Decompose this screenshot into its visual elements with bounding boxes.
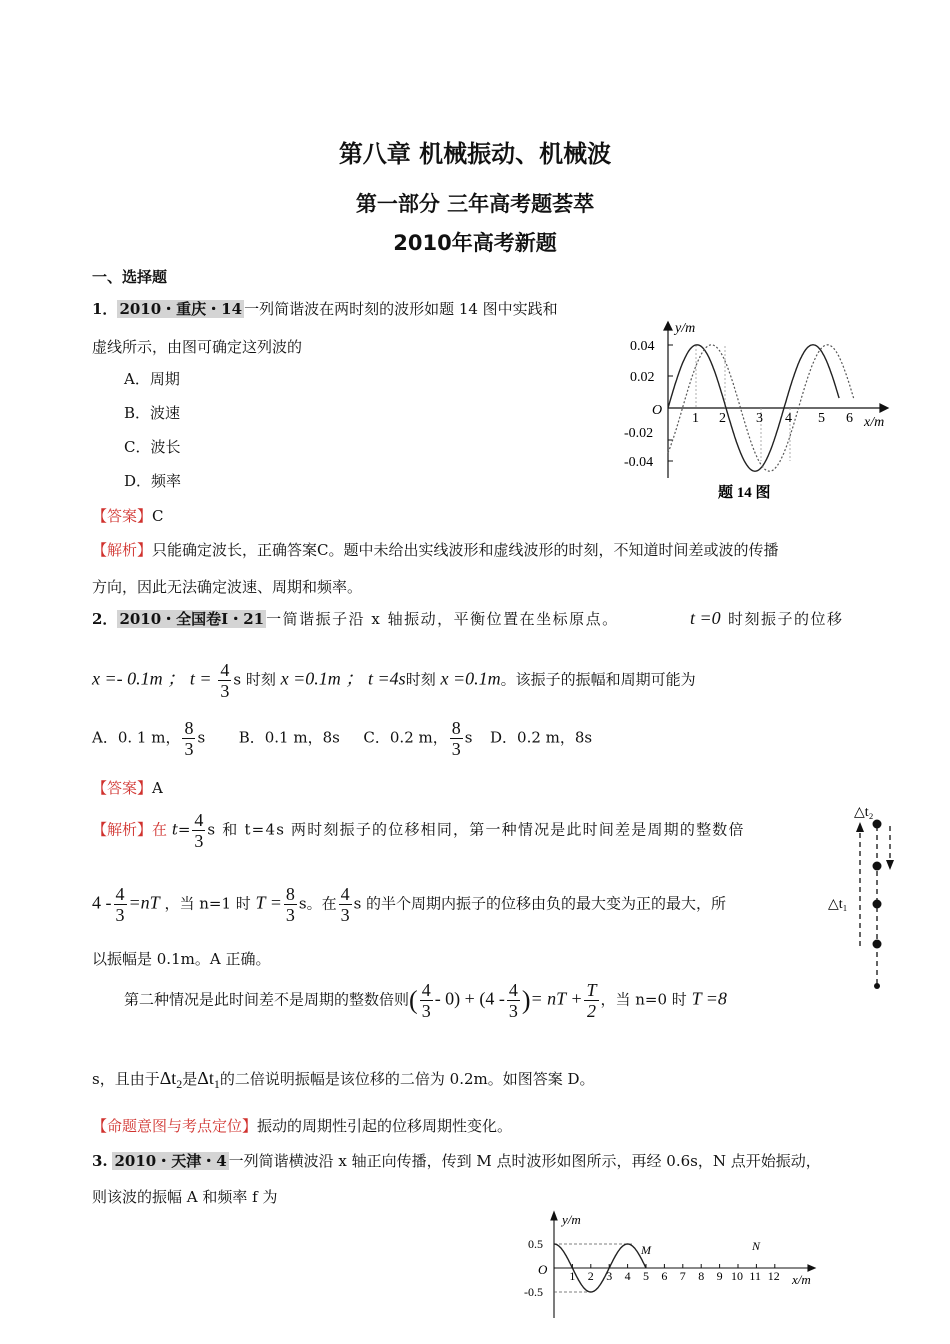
q2-eq1-frac3-den: 3 bbox=[340, 905, 350, 925]
q1-figure-caption: 题 14 图 bbox=[718, 485, 771, 501]
year-title: 2010年高考新题 bbox=[393, 231, 557, 255]
q1-xtick-3: 3 bbox=[756, 411, 763, 426]
q2-eq1-s: s。在 bbox=[298, 894, 337, 913]
q2-final-line bbox=[92, 1068, 595, 1092]
q1-y-label: y/m bbox=[675, 321, 696, 336]
q2-eq2-tail: ，当 n=0 时 bbox=[600, 990, 687, 1009]
q1-analysis-line1 bbox=[92, 539, 779, 560]
q1-stem-b: 虚线所示，由图可确定这列波的 bbox=[92, 338, 303, 356]
q2-option-c-unit: s bbox=[464, 728, 473, 747]
q2-option-b: B．0.1 m，8s bbox=[238, 728, 340, 747]
q2-analysis-t: t= bbox=[171, 820, 191, 839]
q3-xtick: 12 bbox=[767, 1269, 780, 1283]
q2-eq1-den: 3 bbox=[115, 905, 125, 925]
q2-option-c-frac bbox=[450, 718, 463, 759]
q2-diagram-dt1-label: △t₁ bbox=[828, 897, 848, 912]
q2-eq2-frac1-den: 3 bbox=[421, 1001, 431, 1021]
q1-y-arrow bbox=[664, 322, 672, 330]
q2-intent-label: 【命题意图与考点定位】 bbox=[92, 1117, 258, 1135]
q1-xtick-1: 1 bbox=[692, 411, 699, 426]
q2-final-c: 的二倍说明振幅是该位移的二倍为 0.2m。如图答案 D。 bbox=[219, 1070, 595, 1088]
q1-option-d: D．频率 bbox=[124, 472, 182, 490]
q3-xtick: 9 bbox=[716, 1269, 723, 1283]
q2-eq1-T: T = bbox=[255, 892, 282, 913]
q1-analysis-a: 只能确定波长，正确答案C。题中未给出实线波形和虚线波形的时刻，不知道时间差或波的传播 bbox=[152, 541, 779, 559]
q2-answer-value: A bbox=[152, 779, 163, 797]
q2-x2: x =0.1m ； bbox=[280, 668, 364, 689]
q2-eq2-frac3-num: T bbox=[586, 980, 597, 1000]
q3-stem-b: 则该波的振幅 A 和频率 f 为 bbox=[92, 1188, 278, 1206]
q2-analysis-num: 4 bbox=[194, 810, 204, 830]
q1-option-a: A．周期 bbox=[124, 370, 180, 388]
q2-eq2-frac2 bbox=[507, 980, 520, 1021]
q3-xtick: 2 bbox=[587, 1269, 594, 1283]
q2-source-tag: 2010・全国卷Ⅰ・21 bbox=[119, 610, 265, 628]
q2-diagram-dot bbox=[873, 862, 882, 871]
q3-xtick: 7 bbox=[679, 1269, 686, 1283]
q1-xtick-6: 6 bbox=[846, 411, 853, 426]
q1-x-arrow bbox=[880, 404, 888, 412]
q2-eq1-left: 4 - bbox=[92, 892, 112, 913]
q2-x1: x =- 0.1m ； bbox=[92, 668, 186, 689]
q2-frac-num: 4 bbox=[220, 660, 230, 680]
q3-y-label: y/m bbox=[562, 1212, 581, 1227]
q3-xtick: 5 bbox=[643, 1269, 649, 1283]
q1-option-c: C．波长 bbox=[124, 438, 181, 456]
q2-frac-den: 3 bbox=[220, 681, 230, 701]
q2-eq1-frac2 bbox=[284, 884, 297, 925]
q1-option-b: B．波速 bbox=[124, 404, 181, 422]
q3-xtick: 8 bbox=[698, 1269, 705, 1283]
q3-wave-figure bbox=[520, 1208, 830, 1328]
q2-option-a: A．0. 1 m， bbox=[92, 728, 181, 747]
q3-point-m: M bbox=[641, 1243, 651, 1257]
part-title: 第一部分 三年高考题荟萃 bbox=[355, 192, 595, 216]
q3-source-tag: 2010・天津・4 bbox=[114, 1152, 227, 1170]
q2-analysis-line1 bbox=[92, 810, 745, 851]
q2-eq2-frac3-den: 2 bbox=[586, 1001, 596, 1021]
q2-second-case: 第二种情况是此时间差不是周期的整数倍则 bbox=[124, 990, 410, 1009]
q2-intent bbox=[92, 1115, 512, 1136]
q1-ytick-4: -0.04 bbox=[624, 455, 654, 470]
q3-stem-a: 一列简谐横波沿 x 轴正向传播，传到 M 点时波形如图所示，再经 0.6s，N 点开始振动， bbox=[228, 1152, 821, 1170]
q1-xtick-4: 4 bbox=[785, 411, 792, 426]
q2-eq1-frac2-num: 8 bbox=[285, 884, 295, 904]
q2-final-a: s，且由于 bbox=[92, 1070, 160, 1088]
q2-dt2-sub: 2 bbox=[176, 1077, 183, 1091]
q2-eq1-num: 4 bbox=[115, 884, 125, 904]
q2-eq2-frac2-num: 4 bbox=[508, 980, 518, 1000]
q3-xtick: 1 bbox=[569, 1269, 576, 1283]
q2-dt2: Δt bbox=[159, 1068, 177, 1088]
q2-eq1-mid: ，当 n=1 时 bbox=[164, 894, 251, 913]
q2-option-d: D．0.2 m，8s bbox=[490, 728, 593, 747]
q1-xtick-2: 2 bbox=[719, 411, 726, 426]
q2-eq1-frac2-den: 3 bbox=[285, 905, 295, 925]
q2-s-moment: s 时刻 bbox=[233, 670, 276, 689]
q2-amp-line: 以振幅是 0.1m。A 正确。 bbox=[92, 950, 271, 968]
q2-number: 2． bbox=[92, 610, 118, 628]
section-heading: 一、选择题 bbox=[92, 268, 168, 286]
q2-diagram-dot bbox=[873, 900, 882, 909]
q2-answer-label: 【答案】 bbox=[92, 779, 153, 797]
q2-eq2-b: = nT + bbox=[530, 988, 583, 1009]
chapter-title: 第八章 机械振动、机械波 bbox=[338, 140, 612, 168]
q2-option-c-num: 8 bbox=[451, 718, 461, 738]
q2-options bbox=[92, 718, 592, 759]
q2-eq2-a: - 0) + (4 - bbox=[434, 988, 505, 1009]
q2-t2: t =4s bbox=[368, 668, 406, 689]
q1-number: 1． bbox=[92, 300, 118, 318]
q3-xtick: 3 bbox=[606, 1269, 613, 1283]
q2-answer bbox=[92, 777, 163, 798]
q2-dt1-sub: 1 bbox=[213, 1077, 220, 1091]
q3-point-n: N bbox=[752, 1239, 761, 1253]
q1-source-tag: 2010・重庆・14 bbox=[119, 300, 243, 318]
q2-eq2-T8: T =8 bbox=[691, 988, 727, 1009]
q2-x3: x =0.1m bbox=[440, 668, 501, 689]
q2-dt1: Δt bbox=[197, 1068, 214, 1088]
q2-option-a-den: 3 bbox=[184, 739, 194, 759]
q2-diagram-dot bbox=[873, 820, 882, 829]
q2-eq1-tail: s 的半个周期内振子的位移由负的最大变为正的最大，所 bbox=[353, 894, 727, 913]
q2-diagram-dot bbox=[873, 940, 882, 949]
q1-x-label: x/m bbox=[864, 415, 885, 430]
q2-eq1-frac3 bbox=[339, 884, 352, 925]
q2-eq2-frac1 bbox=[420, 980, 433, 1021]
q3-xtick: 11 bbox=[749, 1269, 761, 1283]
q3-x-label: x/m bbox=[792, 1272, 811, 1287]
q1-answer-value: C bbox=[152, 507, 164, 525]
q2-option-a-num: 8 bbox=[184, 718, 194, 738]
q1-ytick-3: -0.02 bbox=[624, 426, 654, 441]
q1-origin: O bbox=[652, 403, 663, 418]
q2-option-c: C．0.2 m， bbox=[363, 728, 448, 747]
q3-origin: O bbox=[538, 1262, 548, 1277]
q2-diagram-dt2-label: △t₂ bbox=[854, 805, 874, 820]
q2-diagram-dot bbox=[874, 983, 880, 989]
q2-option-c-den: 3 bbox=[451, 739, 461, 759]
q2-t0: t =0 bbox=[690, 608, 721, 628]
q2-eq2-line: 第二种情况是此时间差不是周期的整数倍则( $\frac{4}{3}$ - 0) + (4 - $\frac{4}{3}$ )= nT + $\frac{T}{2}$ ，当 n=0 时 T =8 bbox=[124, 980, 727, 1021]
q2-option-a-unit: s bbox=[197, 728, 206, 747]
q2-eq2-frac1-num: 4 bbox=[421, 980, 431, 1000]
q2-line2 bbox=[92, 660, 696, 701]
q1-analysis-label: 【解析】 bbox=[92, 541, 153, 559]
q3-ytick-2: -0.5 bbox=[524, 1285, 543, 1299]
q1-answer-label: 【答案】 bbox=[92, 507, 153, 525]
q2-line2-end: 。该振子的振幅和周期可能为 bbox=[500, 670, 696, 689]
q2-option-a-frac bbox=[182, 718, 195, 759]
q3-number: 3. bbox=[92, 1152, 108, 1170]
q2-intent-text: 振动的周期性引起的位移周期性变化。 bbox=[257, 1117, 513, 1135]
q2-analysis-den: 3 bbox=[194, 831, 204, 851]
q1-answer bbox=[92, 505, 164, 526]
q2-eq2-frac2-den: 3 bbox=[508, 1001, 518, 1021]
q1-analysis-b: 方向，因此无法确定波速、周期和频率。 bbox=[92, 578, 363, 596]
q2-moment2: 时刻 bbox=[405, 670, 436, 689]
q3-line1 bbox=[92, 1150, 821, 1171]
q2-stem-a: 一简谐振子沿 x 轴振动，平衡位置在坐标原点。 bbox=[266, 610, 619, 628]
q1-ytick-2: 0.02 bbox=[630, 370, 655, 385]
q2-eq1-line bbox=[92, 884, 726, 925]
q1-stem-a: 一列简谐波在两时刻的波形如题 14 图中实践和 bbox=[244, 300, 558, 318]
q2-position-diagram bbox=[822, 796, 912, 996]
q3-xtick: 10 bbox=[731, 1269, 743, 1283]
q2-eq1-frac3-num: 4 bbox=[340, 884, 350, 904]
q3-xtick: 6 bbox=[661, 1269, 668, 1283]
q2-analysis-zai: 在 bbox=[152, 820, 168, 839]
q3-ytick-1: 0.5 bbox=[528, 1237, 543, 1251]
q1-line1 bbox=[92, 298, 558, 319]
q2-analysis-frac bbox=[192, 810, 205, 851]
q2-t1: t = bbox=[189, 668, 212, 689]
q2-analysis-a: s 和 t=4s 两时刻振子的位移相同，第一种情况是此时间差是周期的整数倍 bbox=[207, 820, 745, 839]
q2-eq1-frac bbox=[114, 884, 127, 925]
q3-xtick: 4 bbox=[624, 1269, 631, 1283]
q2-eq1-right: =nT bbox=[128, 892, 160, 913]
q2-stem-a2: 时刻振子的位移 bbox=[728, 610, 844, 628]
q2-final-b: 是 bbox=[182, 1070, 198, 1088]
q2-line1 bbox=[92, 608, 619, 629]
q1-xtick-5: 5 bbox=[818, 411, 825, 426]
q2-eq2-frac3 bbox=[584, 980, 598, 1021]
q2-frac-4-3 bbox=[218, 660, 231, 701]
q2-analysis-label: 【解析】 bbox=[92, 820, 153, 839]
q1-wave-figure bbox=[618, 316, 898, 506]
q1-ytick-1: 0.04 bbox=[630, 339, 655, 354]
